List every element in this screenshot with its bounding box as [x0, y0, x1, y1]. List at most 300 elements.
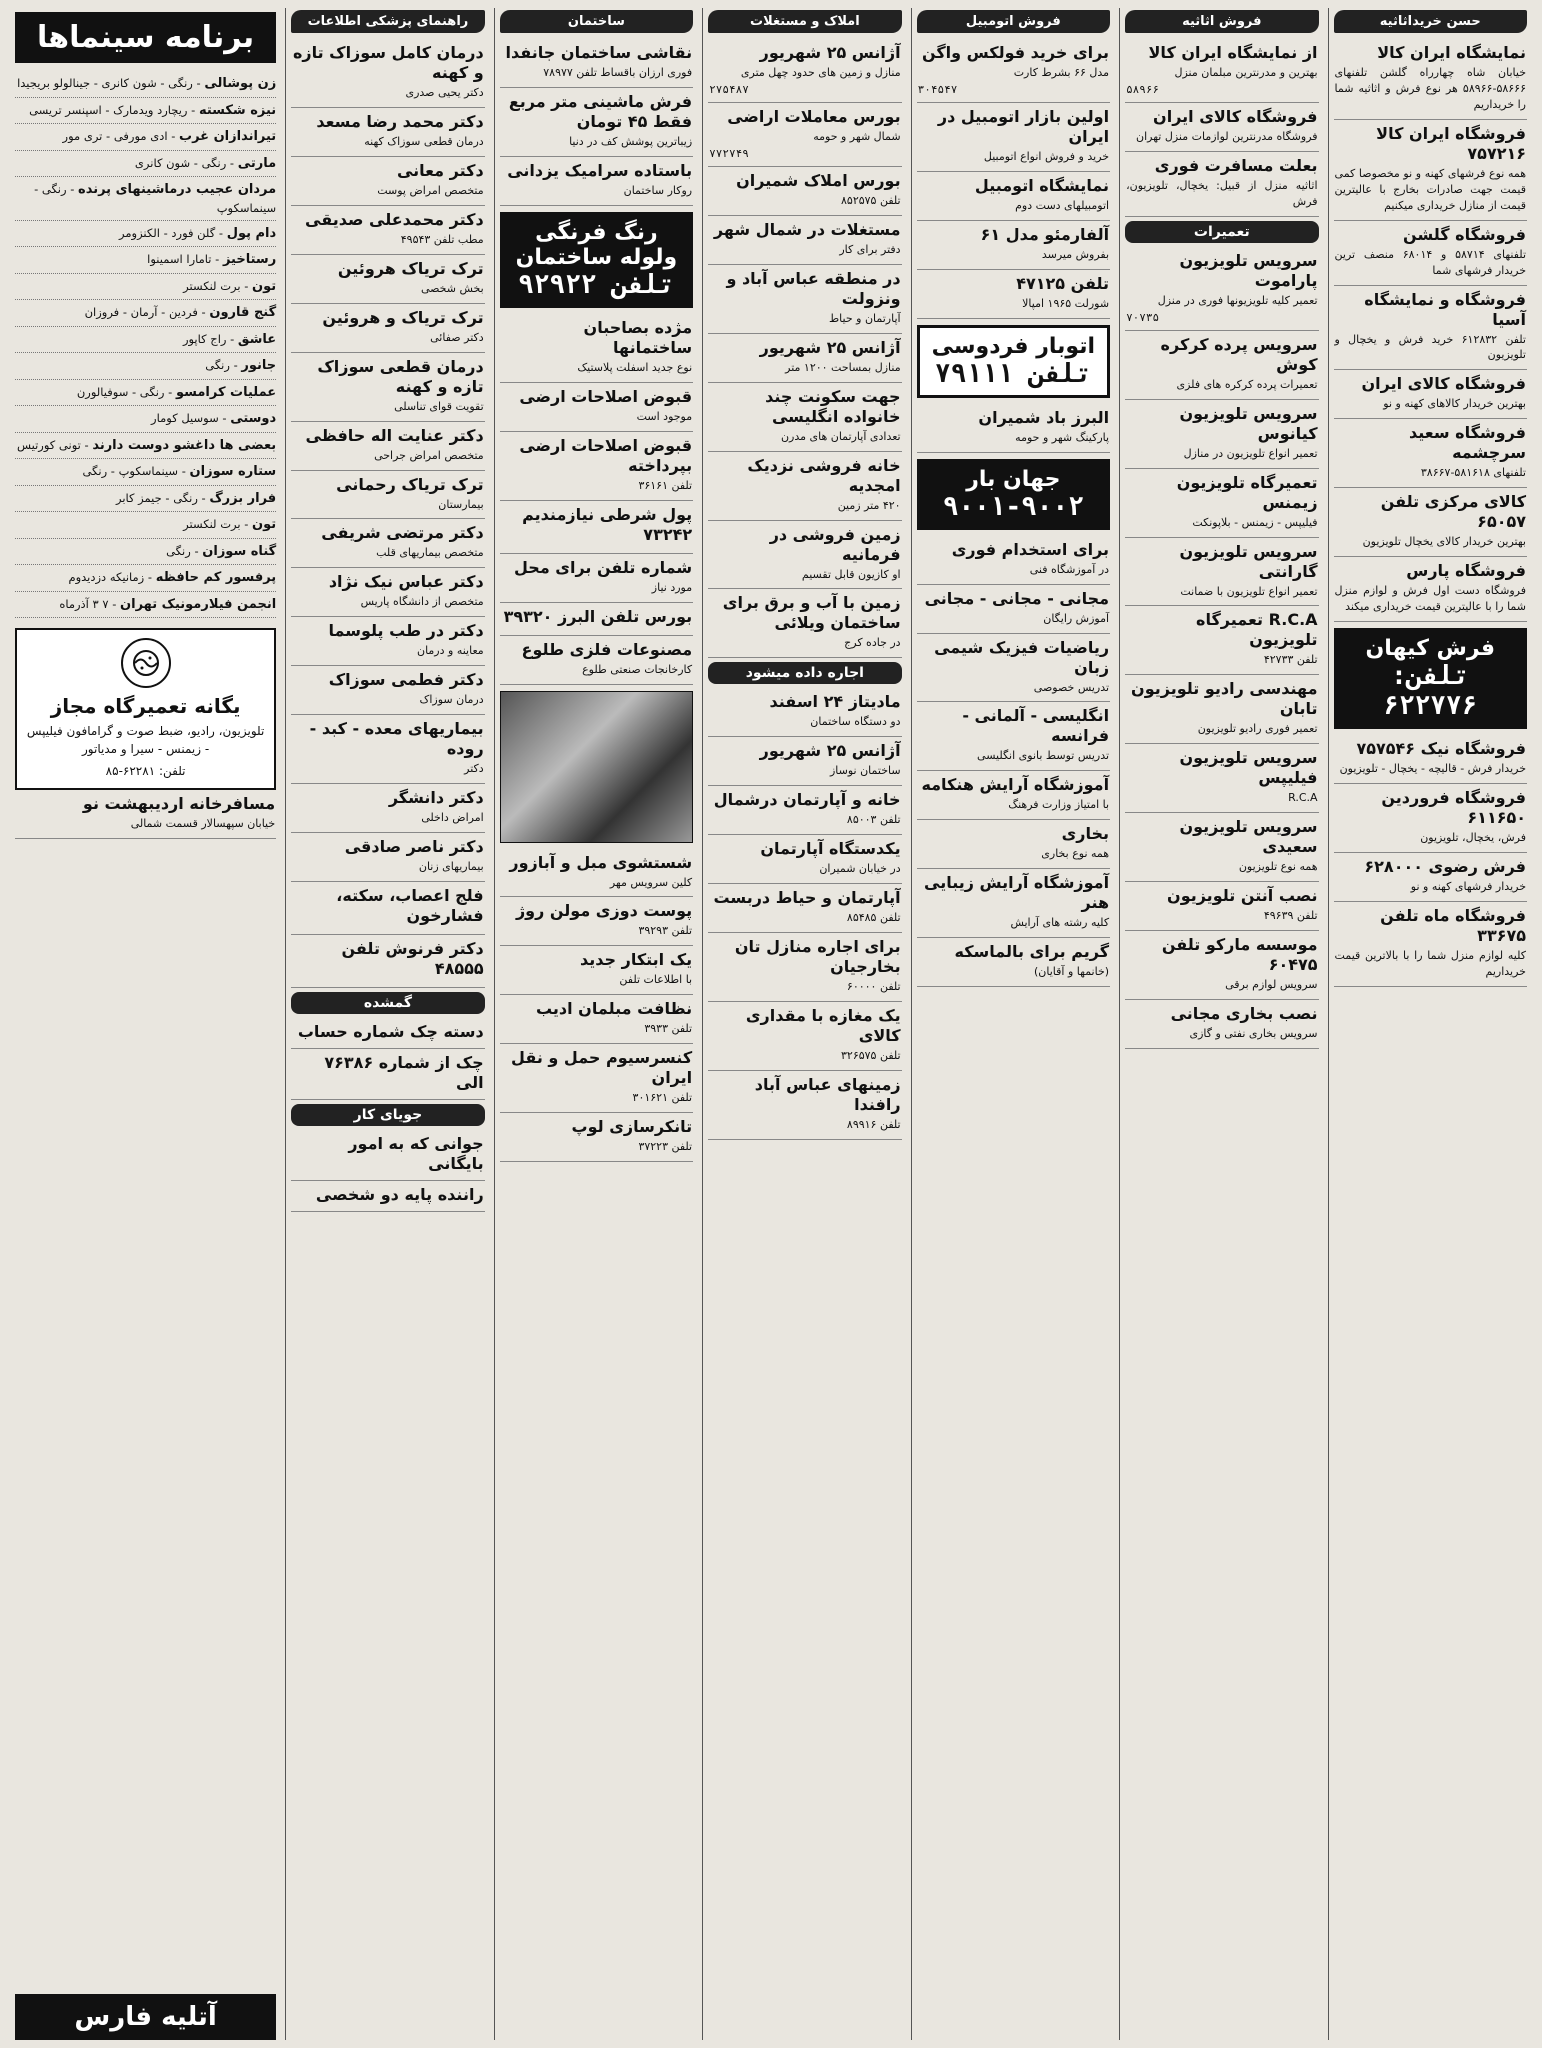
ad-body: تعمیر فوری رادیو تلویزیون [1197, 722, 1318, 736]
ad-item [500, 383, 693, 432]
ad-body: تلفن ۴۲۷۳۳ [1263, 653, 1318, 667]
ad-item [1125, 813, 1318, 882]
ad-phone: ۷۰۷۳۵ [1126, 310, 1160, 324]
ad-body: بهترین خریدار کالاهای کهنه و نو [1383, 397, 1526, 411]
ad-body: تلفن ۸۹۹۱۶ [846, 1117, 901, 1131]
ad-title: انگلیسی - آلمانی - فرانسه [962, 706, 1110, 746]
ad-body: تعمیر انواع تلویزیون با ضمانت [1180, 584, 1318, 598]
column-header: حسن خریداثاثیه [1334, 10, 1527, 33]
ad-item [291, 1130, 484, 1181]
ad-title: فروشگاه کالای ایران [1153, 106, 1318, 126]
ad-title: گریم برای بالماسکه [954, 942, 1110, 962]
cinema-item: عاشق - راج کاپور [15, 327, 276, 354]
ad-body: بیماریهای زنان [418, 860, 484, 874]
ad-item [500, 314, 693, 383]
ad-item [708, 452, 901, 521]
ad-body: کلیه لوازم منزل شما را با بالاترین قیمت خریداریم [1334, 948, 1526, 978]
column-real-estate [702, 8, 906, 2040]
ad-item [291, 784, 484, 833]
ad-body: پارکینگ شهر و حومه [1015, 430, 1110, 444]
ad-body: منازل و زمین های حدود چهل متری [740, 66, 901, 79]
ad-title: دکتر معانی [396, 160, 484, 180]
ad-phone: ۷۷۲۷۴۹ [709, 146, 749, 160]
ad-body: تلفنهای ۵۸۷۱۴ و ۶۸۰۱۴ منصف ترین خریدار فرشهای شما [1334, 247, 1527, 277]
ad-item [708, 383, 901, 452]
ad-title: خانه فروشی نزدیک امجدیه [747, 455, 901, 495]
ad-body: کارخانجات صنعتی طلوع [582, 662, 693, 676]
film-title: عاشق [237, 331, 277, 347]
ad-title: پوست دوزی مولن روژ [515, 901, 693, 921]
ad-body: خرید و فروش انواع اتومبیل [983, 149, 1110, 163]
film-info: رنگی - سینماسکوپ [34, 182, 277, 215]
ad-item [291, 1181, 484, 1212]
section-header: تعمیرات [1125, 221, 1318, 243]
ad-body: در جاده کرج [844, 636, 901, 650]
factory-photo [500, 691, 693, 843]
ad-title: آموزشگاه آرایش زیبایی هنر [924, 873, 1110, 913]
film-title: زن پوشالی [204, 76, 277, 91]
ad-title: نظافت مبلمان ادیب [535, 999, 693, 1019]
ad-body: تلفن ۳۹۳۳ [644, 1022, 693, 1036]
ad-item [1125, 331, 1318, 400]
ad-item [500, 432, 693, 501]
ad-title: فروشگاه سعید سرچشمه [1409, 423, 1526, 463]
film-title: پرفسور کم حافظه [155, 570, 277, 586]
column-header: املاک و مستغلات [708, 10, 901, 33]
ad-item [291, 935, 484, 988]
ad-item [917, 536, 1110, 585]
cinema-item: جانور - رنگی [15, 353, 276, 380]
ad-body: متخصص امراض جراحی [374, 448, 484, 462]
cinema-item: ستاره سوزان - سینماسکوپ - رنگی [15, 459, 276, 486]
ad-title: سرویس تلویزیون فیلیپس [1179, 748, 1318, 788]
film-info: رنگی [205, 358, 230, 373]
ad-title: R.C.A تعمیرگاه تلویزیون [1196, 610, 1318, 650]
ad-item [1334, 902, 1527, 987]
ad-title: فروشگاه و نمایشگاه آسیا [1364, 289, 1526, 329]
ad-title: سرویس پرده کرکره کوش [1160, 334, 1318, 374]
ad-body: خریدار فرش - قالیچه - یخچال - تلویزیون [1339, 762, 1526, 776]
cinema-item: دوستی - سوسیل کومار [15, 406, 276, 433]
ad-body: روکار ساختمان [623, 183, 693, 197]
ad-item [1334, 370, 1527, 419]
ad-item [708, 589, 901, 658]
ad-title: البرز باد شمیران [978, 407, 1110, 427]
ad-body: تلفن ۶۰۰۰۰ [846, 980, 901, 994]
ad-body: تلفن ۳۷۲۲۳ [638, 1140, 693, 1154]
ad-item [291, 39, 484, 108]
cinema-item: نیزه شکسته - ریچارد ویدمارک - اسپنسر تریسی [15, 98, 276, 125]
ad-item [708, 786, 901, 835]
display-ad-phone: ۹۰۰۱-۹۰۰۲ [942, 491, 1084, 522]
film-title: دوستی [230, 411, 277, 427]
ad-item [1125, 675, 1318, 744]
ad-item [291, 255, 484, 304]
ad-title: جهت سکونت چند خانواده انگلیسی [765, 386, 901, 426]
ad-title: زمین فروشی در فرمانیه [769, 524, 901, 564]
film-info: رنگی - سوفیالورن [76, 384, 165, 399]
ad-item [1125, 606, 1318, 675]
film-title: مارتی [237, 155, 277, 171]
ad-title: از نمایشگاه ایران کالا [1148, 43, 1318, 62]
ad-item [291, 157, 484, 206]
ad-title: مجانی - مجانی - مجانی [924, 588, 1110, 608]
display-ad-title: فرش کیهان [1365, 636, 1495, 662]
cinema-item: تیراندازان غرب - ادی مورفی - تری مور [15, 124, 276, 151]
ad-item [15, 790, 276, 839]
ad-title: موسسه مارکو تلفن ۶۰۴۷۵ [1161, 935, 1318, 975]
ad-title: اولین بازار اتومبیل در ایران [937, 106, 1110, 146]
ad-body: آموزش رایگان [1043, 611, 1110, 625]
ad-title: درمان کامل سوزاک تازه و کهنه [292, 43, 484, 82]
ad-title: بورس املاک شمیران [736, 170, 901, 190]
ad-title: برای اجاره منازل تان بخارجیان [734, 937, 901, 977]
ad-item [708, 835, 901, 884]
ad-title: یک مغازه با مقداری کالای [745, 1006, 901, 1045]
atelier-banner: آتلیه فارس [15, 1994, 276, 2040]
ad-body: متخصص از دانشگاه پاریس [360, 595, 484, 609]
ad-body: تعمیرات پرده کرکره های فلزی [1176, 377, 1318, 391]
ad-title: پول شرطی نیازمندیم ۷۳۲۴۲ [522, 504, 693, 544]
column-medical-guide [285, 8, 489, 2040]
cinema-item: فرار بزرگ - رنگی - جیمز کابر [15, 486, 276, 513]
cinema-item: مارتی - رنگی - شون کانری [15, 151, 276, 178]
film-info: ادی مورفی - تری مور [62, 129, 168, 143]
ad-body: تدریس توسط بانوی انگلیسی [977, 749, 1110, 763]
film-title: تون [252, 278, 277, 294]
ad-body: فروشگاه دست اول فرش و لوازم منزل شما را با عالیترین قیمت خریداری میکند [1334, 584, 1526, 614]
ad-item [291, 833, 484, 882]
ad-body: تعدادی آپارتمان های مدرن [780, 429, 901, 443]
ad-item [1125, 103, 1318, 152]
ad-body: نوع جدید اسفلت پلاستیک [577, 360, 693, 374]
ad-item [1125, 744, 1318, 813]
ad-body: تلفن ۶۱۲۸۳۲ خرید فرش و یخچال و تلویزیون [1334, 332, 1526, 362]
ad-title: فروشگاه نیک ۷۵۷۵۴۶ [1356, 739, 1526, 759]
ad-body: ساختمان نوساز [829, 764, 901, 778]
ad-body: (خانمها و آقایان) [1034, 965, 1110, 979]
ad-body: امراض داخلی [421, 811, 484, 825]
repair-ad-title: یگانه تعمیرگاه مجاز [50, 694, 241, 719]
film-info: فردین - آرمان - فروزان [84, 305, 198, 320]
ad-body: تدریس خصوصی [1033, 680, 1110, 694]
film-info: ۷ ۳ آذرماه [59, 596, 109, 611]
ad-body: همه نوع بخاری [1041, 847, 1110, 861]
ad-item [291, 206, 484, 255]
ad-title: مستغلات در شمال شهر [713, 219, 901, 239]
ad-body: منازل بمساحت ۱۲۰۰ متر [785, 360, 901, 374]
ad-title: کنسرسیوم حمل و نقل ایران [511, 1048, 693, 1088]
ad-body: دکتر یحیی صدری [405, 86, 484, 99]
ad-body: کلین سرویس مهر [609, 875, 693, 889]
ad-body: تلفنهای ۵۸۱۶۱۸-۳۸۶۶۷ [1420, 466, 1526, 480]
film-info: رنگی - شون کانری [134, 155, 227, 170]
ad-body: دو دستگاه ساختمان [810, 715, 901, 729]
cinema-item: گناه سوزان - رنگی [15, 539, 276, 566]
film-title: انجمن فیلارمونیک تهران [120, 596, 277, 612]
ad-title: بورس تلفن البرز ۳۹۳۲۰ [503, 606, 693, 626]
ad-title: در منطقه عباس آباد و ونزولت [726, 268, 901, 308]
ad-title: مسافرخانه اردیبهشت نو [82, 794, 276, 814]
ad-title: دکتر در طب پلوسما [328, 621, 484, 641]
ad-item [500, 995, 693, 1044]
ad-title: زمینهای عباس آباد رافندا [754, 1074, 901, 1114]
film-title: تیراندازان غرب [179, 129, 277, 144]
ad-title: آموزشگاه آرایش هنکامه [921, 775, 1110, 795]
cinema-item: زن پوشالی - رنگی - شون کانری - جینالولو بریجیدا [15, 71, 276, 98]
section-header: اجاره داده میشود [708, 662, 901, 684]
ad-body: با اطلاعات تلفن [619, 973, 693, 987]
ad-title: فروشگاه فروردین ۶۱۱۶۵۰ [1381, 788, 1526, 827]
ad-item [1334, 735, 1527, 784]
ad-body: شورلت ۱۹۶۵ امپالا [1022, 296, 1110, 310]
ad-item [708, 1002, 901, 1071]
ad-body: تلفن ۸۵۴۸۵ [846, 911, 901, 925]
cinema-item: بعضی ها داغشو دوست دارند - تونی کورتیس [15, 433, 276, 460]
ad-title: دکتر عنایت اله حافظی [305, 425, 484, 445]
film-title: ستاره سوزان [189, 464, 277, 480]
ad-title: ترک تریاک هروئین [337, 258, 484, 278]
ad-title: فروشگاه گلشن [1403, 224, 1526, 244]
ad-item [708, 884, 901, 933]
ad-body: در خیابان شمیران [819, 862, 901, 876]
ad-body: تلفن ۳۰۱۶۲۱ [632, 1091, 693, 1105]
ad-item [1125, 931, 1318, 1000]
ad-title: سرویس تلویزیون کیانوس [1179, 403, 1318, 443]
film-info: برت لنکستر [183, 278, 241, 293]
ad-title: دکتر دانشگر [388, 788, 484, 808]
ad-body: سرویس لوازم برقی [1225, 978, 1318, 992]
ad-body: سرویس بخاری نفتی و گازی [1189, 1027, 1318, 1041]
film-title: تون [252, 517, 277, 533]
display-ad-box [917, 459, 1110, 530]
ad-body: بخش شخصی [420, 281, 484, 295]
ad-title: مصنوعات فلزی طلوع [521, 639, 693, 659]
ad-body: فرش، یخچال، تلویزیون [1420, 831, 1526, 844]
ad-item [708, 521, 901, 590]
film-info: گلن فورد - الکنزومر [119, 225, 216, 240]
film-info: رنگی - شون کانری - جینالولو بریجیدا [17, 76, 193, 90]
ad-title: تانکرسازی لوپ [571, 1117, 693, 1137]
ad-title: آژانس ۲۵ شهریور [759, 741, 901, 761]
film-title: گنج قارون [209, 305, 277, 321]
ad-title: فلج اعصاب، سکته، فشارخون [336, 886, 484, 925]
ad-item [708, 167, 901, 216]
ad-body: متخصص امراض پوست [377, 183, 484, 197]
ad-title: دکتر فرنوش تلفن ۴۸۵۵۵ [341, 939, 484, 978]
ad-title: آپارتمان و حیاط دربست [713, 888, 901, 908]
ad-title: جوانی که به امور بایگانی [348, 1134, 484, 1173]
ad-item [708, 216, 901, 265]
ad-item [291, 666, 484, 715]
display-ad-phone: تلفن: ۶۲۲۷۷۶ [1383, 661, 1478, 722]
ad-title: ترک تریاک و هروئین [322, 307, 484, 327]
ad-body: فروشگاه مدرنترین لوازمات منزل تهران [1136, 129, 1318, 143]
ad-item [291, 1018, 484, 1049]
ad-body: تلفن ۴۹۶۳۹ [1263, 909, 1318, 923]
ad-phone: ۲۷۵۴۸۷ [709, 82, 749, 96]
ad-item [500, 157, 693, 206]
ad-body: R.C.A [1288, 791, 1318, 805]
ad-title: آژانس ۲۵ شهریور [759, 43, 901, 62]
ad-item [917, 103, 1110, 172]
display-ad-title: رنگ فرنگی ولوله ساختمان [515, 219, 678, 270]
film-info: زمانیکه دزدیدوم [68, 570, 145, 585]
ad-body: با امتیاز وزارت فرهنگ [1008, 798, 1110, 812]
column-sell-car [911, 8, 1115, 2040]
ad-title: فروشگاه کالای ایران [1361, 374, 1526, 394]
ad-body: اتومبیلهای دست دوم [1015, 198, 1110, 212]
ad-body: خیابان شاه چهارراه گلشن تلفنهای ۵۸۶۶۶-۵۸۹۶۶ هر نوع فرش و اثاثیه شما را خریداریم [1334, 66, 1526, 111]
ad-item [917, 172, 1110, 221]
ad-title: فرش ماشینی متر مربع فقط ۴۵ تومان [508, 91, 693, 131]
ad-item [291, 353, 484, 422]
ad-body: زیباترین پوشش کف در دنیا [569, 134, 693, 148]
ad-body: همه نوع تلویزیون [1238, 860, 1318, 874]
ad-item [291, 422, 484, 471]
ad-item [500, 501, 693, 554]
column-header: فروش اثاثیه [1125, 10, 1318, 33]
ad-item [1334, 488, 1527, 557]
film-title: گناه سوزان [202, 543, 277, 559]
film-info: سینماسکوپ - رنگی [82, 464, 179, 479]
ad-phone: ۳۰۴۵۴۷ [917, 82, 958, 96]
ad-body: معاینه و درمان [416, 644, 484, 658]
ad-item [917, 404, 1110, 453]
display-ad-title: جهان بار [966, 466, 1061, 492]
film-title: دام پول [226, 225, 277, 241]
ad-body: بهترین خریدار کالای یخچال تلویزیون [1362, 535, 1526, 549]
ad-title: نمایشگاه اتومبیل [974, 175, 1110, 195]
ad-body: مورد نیاز [651, 580, 693, 594]
ad-item [708, 334, 901, 383]
film-title: فرار بزرگ [209, 490, 277, 506]
ad-body: فوری ارزان باقساط تلفن ۷۸۹۷۷ [543, 66, 693, 79]
film-title: نیزه شکسته [198, 102, 277, 118]
ad-title: آلفارمئو مدل ۶۱ [980, 224, 1110, 244]
ad-title: کالای مرکزی تلفن ۶۵۰۵۷ [1380, 492, 1526, 532]
ad-body: همه نوع فرشهای کهنه و نو مخصوصا کمی قیمت جهت صادرات بخارج با عالیترین قیمت از منازل خریداری میکنیم [1334, 166, 1526, 212]
ad-item [1125, 469, 1318, 538]
ad-item [917, 702, 1110, 771]
ad-title: فرش رضوی ۶۲۸۰۰۰ [1364, 856, 1526, 876]
ad-item [500, 39, 693, 88]
ad-item [1125, 1000, 1318, 1049]
cinema-item: انجمن فیلارمونیک تهران - ۷ ۳ آذرماه [15, 592, 276, 619]
cinema-item: گنج قارون - فردین - آرمان - فروزان [15, 300, 276, 327]
ad-body: در آموزشگاه فنی [1029, 562, 1110, 576]
ad-body: خریدار فرشهای کهنه و نو [1410, 879, 1526, 893]
ad-title: سرویس تلویزیون گارانتی [1179, 541, 1318, 581]
ad-item [500, 946, 693, 995]
cinema-item: مردان عجیب درماشینهای پرنده - رنگی - سینماسکوپ [15, 177, 276, 221]
ad-item [1125, 400, 1318, 469]
ad-item [500, 849, 693, 898]
ad-title: دکتر عباس نیک نژاد [328, 572, 484, 592]
section-header: گمشده [291, 992, 484, 1014]
ad-body: بیمارستان [438, 497, 484, 511]
column-header: ساختمان [500, 10, 693, 33]
ad-body: آپارتمان و حیاط [829, 311, 901, 325]
ad-title: دکتر فطمی سوزاک [328, 670, 484, 690]
ad-item [1125, 538, 1318, 607]
ad-item [291, 617, 484, 666]
ad-title: تلفن ۴۷۱۲۵ [1016, 273, 1110, 293]
ad-item [1125, 247, 1318, 331]
ad-body: تقویت قوای تناسلی [394, 399, 484, 413]
ad-body: تلفن ۳۹۲۹۳ [638, 924, 693, 938]
display-ad-title: اتوبار فردوسی [931, 333, 1096, 359]
ad-body: تلفن ۸۵۲۵۷۵ [841, 193, 901, 207]
ad-item [917, 270, 1110, 319]
ad-item [1125, 39, 1318, 103]
ad-item [500, 1044, 693, 1113]
ad-title: نمایشگاه ایران کالا [1377, 43, 1526, 62]
column-construction [494, 8, 698, 2040]
ad-item [1334, 419, 1527, 488]
film-info: راج کاپور [182, 331, 227, 346]
ad-title: دکتر ناصر صادقی [344, 837, 484, 857]
display-ad-phone: تلفن ۹۲۹۲۲ [518, 269, 675, 300]
ad-item [917, 938, 1110, 987]
ad-item [708, 39, 901, 103]
ad-item [1125, 152, 1318, 217]
ad-item [291, 568, 484, 617]
ad-title: فروشگاه پارس [1406, 561, 1526, 581]
repair-ad-subtitle: تلویزیون، رادیو، ضبط صوت و گرامافون فیلیپس - زیمنس - سیرا و مدیاتور [26, 724, 265, 757]
film-info: سوسیل کومار [151, 411, 219, 426]
display-ad-box [500, 212, 693, 308]
ad-body: فیلیپس - زیمنس - بلاپونکت [1192, 515, 1318, 529]
ad-item [917, 869, 1110, 938]
ad-body: مدل ۶۶ بشرط کارت [1013, 66, 1110, 79]
display-ad-phone: تلفن ۷۹۱۱۱ [935, 358, 1092, 389]
ad-title: نصب بخاری مجانی [1170, 1004, 1318, 1024]
ad-item [917, 771, 1110, 820]
ad-title: شماره تلفن برای محل [514, 557, 693, 577]
ad-item [708, 103, 901, 167]
ad-item [500, 554, 693, 603]
film-title: بعضی ها داغشو دوست دارند [92, 437, 277, 453]
ad-title: بیماریهای معده - کبد - روده [309, 719, 484, 759]
ad-item [500, 897, 693, 946]
film-info: برت لنکستر [183, 517, 241, 532]
ad-item [500, 603, 693, 636]
ad-item [1334, 784, 1527, 853]
ad-title: چک از شماره ۷۶۳۸۶ الی [324, 1053, 484, 1092]
ad-item [291, 882, 484, 935]
film-info: تامارا اسمینوا [147, 252, 212, 267]
ad-title: یک ابتکار جدید [580, 950, 693, 970]
column-sell-furniture [1119, 8, 1323, 2040]
film-title: رستاخیز [222, 252, 277, 268]
ad-title: مهندسی رادیو تلویزیون تابان [1131, 679, 1318, 719]
ad-item [291, 715, 484, 784]
ad-body: تلفن ۸۵۰۰۳ [846, 813, 901, 827]
ad-body: موجود است [636, 409, 693, 423]
ad-title: دکتر محمد رضا مسعد [316, 111, 484, 131]
ad-item [708, 688, 901, 737]
ad-body: مطب تلفن ۴۹۵۴۳ [400, 232, 484, 246]
column-header: راهنمای پزشکی اطلاعات [291, 10, 484, 33]
ad-title: بخاری [1061, 824, 1110, 844]
ad-phone: ۵۸۹۶۶ [1126, 82, 1160, 96]
ad-body: تلفن ۳۲۶۵۷۵ [841, 1049, 901, 1062]
ad-body: درمان سوزاک [419, 693, 484, 707]
column-cinema [10, 8, 281, 2040]
ad-title: سرویس تلویزیون پاراموت [1179, 250, 1318, 290]
ad-item [500, 636, 693, 685]
